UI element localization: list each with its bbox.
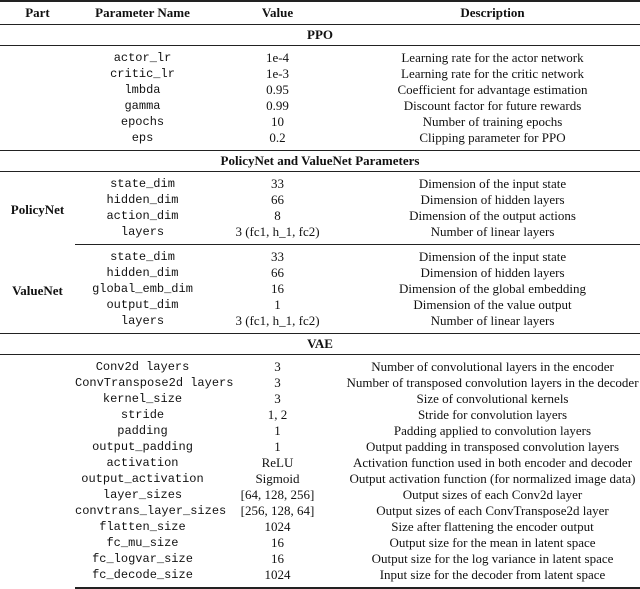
param-value: 1e-3 — [265, 66, 290, 81]
part-label — [0, 355, 75, 589]
param-description: Dimension of the global embedding — [398, 281, 587, 296]
param-value: 16 — [271, 281, 284, 296]
param-description: Learning rate for the critic network — [401, 66, 584, 81]
section-title: PPO — [0, 25, 640, 46]
param-value: ReLU — [261, 455, 294, 470]
table-row — [0, 82, 640, 98]
table-row — [0, 224, 640, 245]
table-row — [0, 313, 640, 334]
param-description: Output sizes of each ConvTranspose2d layer — [376, 503, 609, 518]
param-description: Coefficient for advantage estimation — [397, 82, 588, 97]
table-row — [0, 391, 640, 407]
param-name: output_dim — [106, 298, 179, 312]
param-description: Dimension of hidden layers — [420, 265, 565, 280]
param-value: 66 — [271, 265, 284, 280]
header-part: Part — [0, 1, 75, 25]
param-name: ConvTranspose2d layers — [75, 376, 234, 390]
param-value: 16 — [271, 535, 284, 550]
table-row — [0, 407, 640, 423]
param-name: output_activation — [81, 472, 204, 486]
param-description: Number of linear layers — [345, 224, 640, 245]
param-name: fc_decode_size — [75, 567, 210, 588]
param-name: Conv2d layers — [95, 360, 190, 374]
param-value: 16 — [271, 551, 284, 566]
param-description: Dimension of the output actions — [409, 208, 576, 223]
param-name: layers — [75, 224, 210, 245]
param-name: lmbda — [124, 83, 161, 97]
section-header-row — [0, 334, 640, 355]
param-description: Number of transposed convolution layers in the decoder — [346, 375, 639, 390]
table-row — [0, 519, 640, 535]
param-name: kernel_size — [102, 392, 183, 406]
param-name: layer_sizes — [102, 488, 183, 502]
table-row — [0, 245, 640, 266]
param-description: Output size for the log variance in latent space — [371, 551, 614, 566]
table-row — [0, 355, 640, 376]
param-value: 3 — [274, 391, 281, 406]
param-name: critic_lr — [110, 67, 175, 81]
table-row — [0, 281, 640, 297]
param-description: Dimension of the value output — [413, 297, 572, 312]
param-description: Learning rate for the actor network — [401, 50, 584, 65]
param-description: Output size for the mean in latent space — [389, 535, 596, 550]
param-description: Number of linear layers — [430, 313, 555, 328]
param-value: 3 — [274, 359, 281, 374]
table-row — [0, 66, 640, 82]
param-name: actor_lr — [113, 51, 172, 65]
param-value: 0.99 — [266, 98, 289, 113]
param-value: 10 — [271, 114, 284, 129]
param-name: padding — [117, 424, 168, 438]
table-row — [0, 265, 640, 281]
param-value: 8 — [274, 208, 281, 223]
table-row — [0, 487, 640, 503]
param-name: fc_mu_size — [106, 536, 179, 550]
table-row — [0, 375, 640, 391]
param-description: Size after flattening the encoder output — [391, 519, 594, 534]
param-value: 1 — [274, 439, 281, 454]
param-name: hidden_dim — [106, 266, 179, 280]
param-value: 1 — [274, 297, 281, 312]
param-value: 3 (fc1, h_1, fc2) — [235, 313, 320, 328]
part-label: PolicyNet — [10, 202, 65, 218]
table-row — [0, 535, 640, 551]
param-description: Dimension of hidden layers — [420, 192, 565, 207]
table-row — [0, 423, 640, 439]
param-value: 1024 — [264, 519, 291, 534]
param-value: [256, 128, 64] — [240, 503, 315, 518]
param-name: layers — [120, 314, 165, 328]
param-description: Discount factor for future rewards — [403, 98, 582, 113]
param-description: Dimension of the input state — [418, 249, 567, 264]
param-value: 33 — [271, 249, 284, 264]
header-row — [0, 1, 640, 25]
param-description: Number of training epochs — [422, 114, 563, 129]
table-row — [0, 192, 640, 208]
param-name: convtrans_layer_sizes — [75, 504, 227, 518]
param-description: Clipping parameter for PPO — [419, 130, 566, 145]
part-label: ValueNet — [12, 282, 63, 298]
param-value: 1, 2 — [267, 407, 288, 422]
table-row — [0, 46, 640, 67]
param-value: 0.95 — [266, 82, 289, 97]
table-row — [0, 471, 640, 487]
param-value: Sigmoid — [255, 471, 300, 486]
param-value: 0.2 — [269, 130, 286, 145]
param-name: stride — [120, 408, 165, 422]
param-name: hidden_dim — [106, 193, 179, 207]
param-value: 3 (fc1, h_1, fc2) — [210, 224, 345, 245]
param-description: Output activation function (for normalized image data) — [349, 471, 636, 486]
header-desc: Description — [345, 1, 640, 25]
param-value: 3 — [274, 375, 281, 390]
param-name: state_dim — [110, 250, 175, 264]
param-description: Number of convolutional layers in the encoder — [371, 359, 614, 374]
param-description: Input size for the decoder from latent space — [345, 567, 640, 588]
param-name: epochs — [120, 115, 165, 129]
param-description: Output padding in transposed convolution layers — [365, 439, 620, 454]
header-param: Parameter Name — [75, 1, 210, 25]
param-description: Output sizes of each Conv2d layer — [402, 487, 583, 502]
part-label — [0, 46, 75, 151]
param-name: global_emb_dim — [92, 282, 193, 296]
table-row — [0, 567, 640, 588]
param-value: 66 — [271, 192, 284, 207]
table-row — [0, 130, 640, 151]
param-name: state_dim — [110, 177, 175, 191]
param-description: Padding applied to convolution layers — [393, 423, 592, 438]
param-description: Stride for convolution layers — [417, 407, 568, 422]
table-row — [0, 439, 640, 455]
param-name: action_dim — [106, 209, 179, 223]
param-value: 1 — [274, 423, 281, 438]
param-name: output_padding — [92, 440, 193, 454]
header-value: Value — [210, 1, 345, 25]
param-value: 33 — [271, 176, 284, 191]
param-description: Dimension of the input state — [418, 176, 567, 191]
param-name: gamma — [124, 99, 161, 113]
table-row — [0, 297, 640, 313]
param-name: flatten_size — [99, 520, 186, 534]
param-name: fc_logvar_size — [92, 552, 193, 566]
section-title: VAE — [0, 334, 640, 355]
param-name: eps — [131, 131, 154, 145]
param-value: 1024 — [210, 567, 345, 588]
table-row — [0, 455, 640, 471]
table-row — [0, 208, 640, 224]
table-row — [0, 114, 640, 130]
param-name: activation — [106, 456, 179, 470]
param-description: Size of convolutional kernels — [416, 391, 569, 406]
table-row — [0, 551, 640, 567]
section-header-row — [0, 151, 640, 172]
table-row — [0, 172, 640, 193]
param-value: 1e-4 — [265, 50, 290, 65]
section-title: PolicyNet and ValueNet Parameters — [0, 151, 640, 172]
param-description: Activation function used in both encoder and decoder — [352, 455, 633, 470]
section-header-row — [0, 25, 640, 46]
param-value: [64, 128, 256] — [240, 487, 315, 502]
table-row — [0, 98, 640, 114]
table-row — [0, 503, 640, 519]
